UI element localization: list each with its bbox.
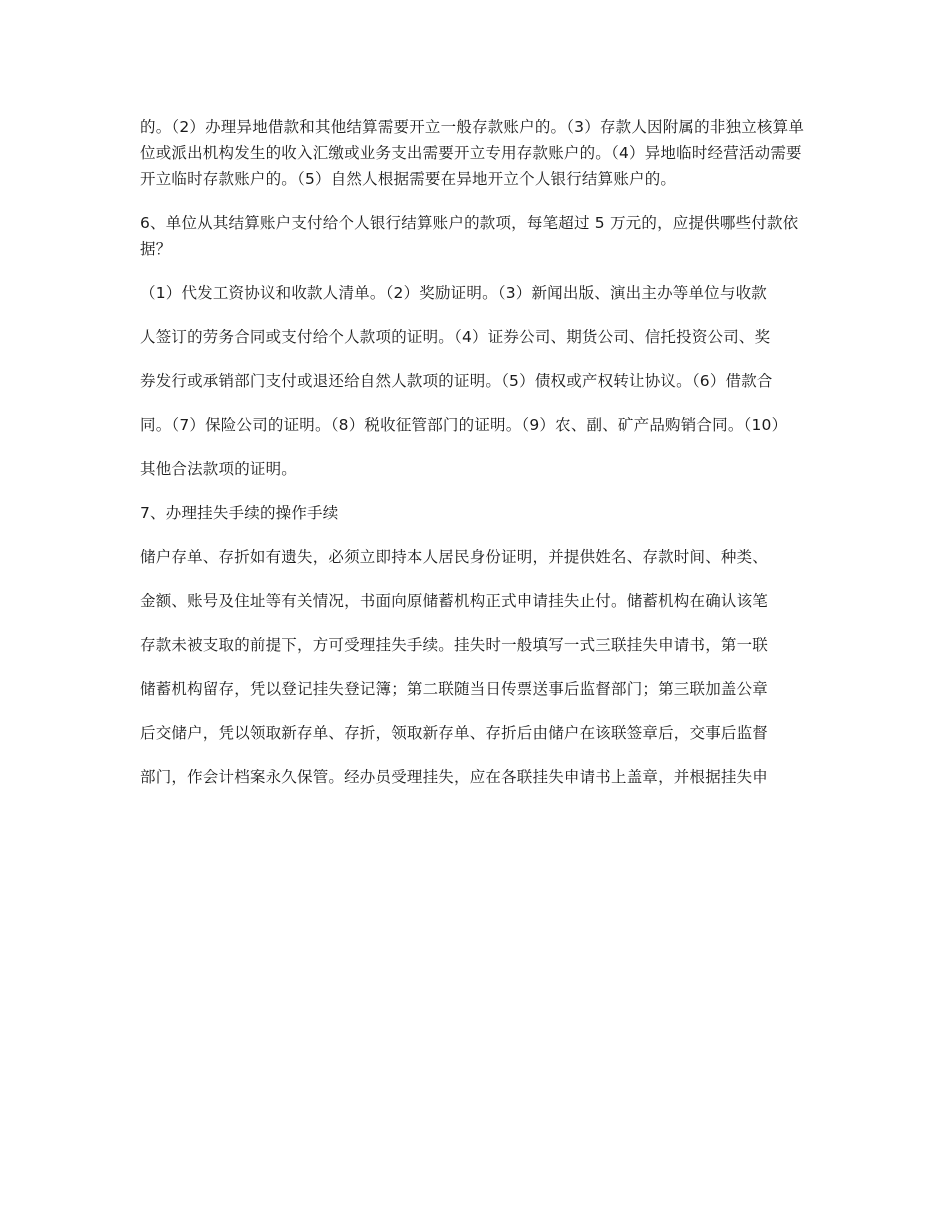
paragraph-payment-basis-4: 同。（7）保险公司的证明。（8）税收征管部门的证明。（9）农、副、矿产品购销合同。（10） [140,416,788,434]
paragraph-payment-basis-5: 其他合法款项的证明。 [140,460,298,478]
paragraph-loss-report-2: 金额、账号及住址等有关情况，书面向原储蓄机构正式申请挂失止付。储蓄机构在确认该笔 [140,592,769,610]
paragraph-payment-basis-1: （1）代发工资协议和收款人清单。（2）奖励证明。（3）新闻出版、演出主办等单位与收款 [140,284,767,302]
paragraph-loss-report-4: 储蓄机构留存，凭以登记挂失登记簿；第二联随当日传票送事后监督部门；第三联加盖公章 [140,680,769,698]
paragraph-loss-report-1: 储户存单、存折如有遗失，必须立即持本人居民身份证明，并提供姓名、存款时间、种类、 [140,548,769,566]
question-7-heading: 7、办理挂失手续的操作手续 [140,504,339,522]
question-6-heading: 6、单位从其结算账户支付给个人银行结算账户的款项，每笔超过 5 万元的，应提供哪些付款依据？ [140,214,799,258]
paragraph-loss-report-5: 后交储户，凭以领取新存单、存折，领取新存单、存折后由储户在该联签章后，交事后监督 [140,724,769,742]
paragraph-loss-report-6: 部门，作会计档案永久保管。经办员受理挂失，应在各联挂失申请书上盖章，并根据挂失申 [140,768,769,786]
paragraph-payment-basis-2: 人签订的劳务合同或支付给个人款项的证明。（4）证券公司、期货公司、信托投资公司、奖 [140,328,771,346]
paragraph-loss-report-3: 存款未被支取的前提下，方可受理挂失手续。挂失时一般填写一式三联挂失申请书，第一联 [140,636,769,654]
paragraph-payment-basis-3: 券发行或承销部门支付或退还给自然人款项的证明。（5）债权或产权转让协议。（6）借款合 [140,372,773,390]
paragraph-account-opening-cases: 的。（2）办理异地借款和其他结算需要开立一般存款账户的。（3）存款人因附属的非独立核算单位或派出机构发生的收入汇缴或业务支出需要开立专用存款账户的。（4）异地临时经营活动需要开立临时存款账户的。（5）自然人根据需要在异地开立个人银行结算账户的。 [140,118,805,188]
body-text [140,114,810,808]
